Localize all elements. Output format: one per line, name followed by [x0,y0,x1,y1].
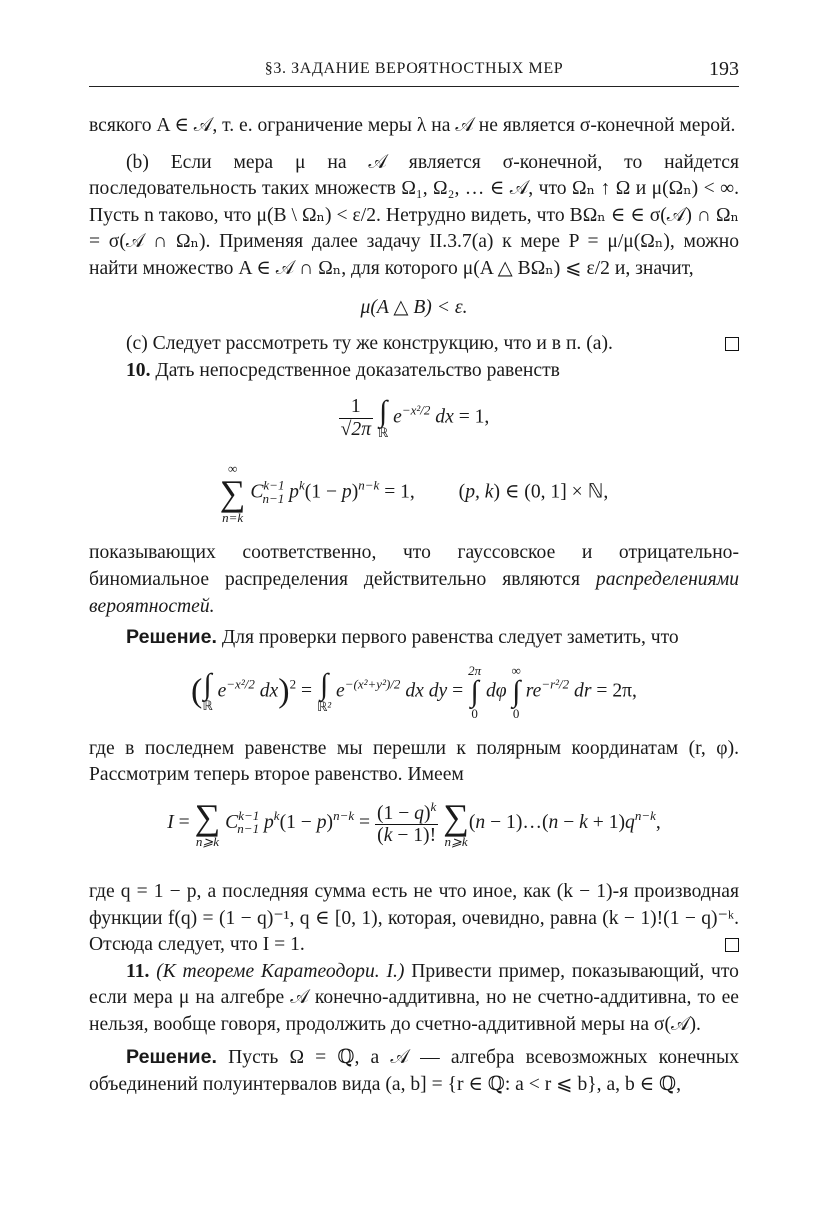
paragraph-7: где в последнем равенстве мы перешли к полярным координатам (r, φ). Рассмотрим теперь второе равенство. Имеем [89,737,739,786]
paragraph-6-text: Для проверки первого равенства следует заметить, что [221,627,679,649]
paragraph-10-text: Пусть Ω = ℚ, а 𝒜 — алгебра всевозможных конечных объединений полуинтервалов вида (a, b] = {r ∈ ℚ: a < r ⩽ b}, a, b ∈ ℚ, [89,1047,739,1096]
paragraph-8-text: где q = 1 − p, а последняя сумма есть не что иное, как (k − 1)-я производная функции f(q) = (1 − q)⁻¹, q ∈ [0, 1), которая, очевидно, равна (k − 1)!(1 − q)⁻ᵏ. Отсюда следует, что I = 1. [89,880,739,956]
frac-1-sqrt2pi: $\frac{1}{√2\pi}$ [340,396,372,440]
body-text [89,113,739,1099]
paragraph-3 [89,331,739,358]
problem-number-11: 11. [126,960,150,982]
paragraph-5 [89,540,739,620]
solution-label-2: Решение. [126,1046,217,1069]
integral-over-R: ∫ ℝ [377,394,389,441]
formula-gauss: $\frac{1}{√2\pi}$ ∫ ℝ $e^{-x^2/2}$ dx = 1, [340,394,490,441]
problem-number-10: 10. [126,359,151,381]
paragraph-4-text: Дать непосредственное доказательство равенств [155,359,560,381]
header-title: §3. ЗАДАНИЕ ВЕРОЯТНОСТНЫХ МЕР [264,60,564,77]
paragraph-4 [89,358,739,385]
formula-I: I = ∑ n⩾k $C^{k-1}_{n-1}$ $p^k(1 - p)^{n-k}$ = $\frac{(1 - q)^k}{(k - 1)!}$ ∑ n⩾k (n − 1)…(n − $k + 1)q^{n-k}$, [167,796,661,849]
sum-n-equals-k: ∞ ∑ n=k [219,461,246,526]
paragraph-3-text: (c) Следует рассмотреть ту же конструкцию, что и в п. (a). [126,333,613,355]
paragraph-9-text: Привести пример, показывающий, что если мера μ на алгебре 𝒜 конечно-аддитивна, но не счетно-аддитивна, то ее нельзя, вообще говоря, продолжить до счетно-аддитивной меры на σ(𝒜). [89,960,739,1035]
paragraph-9 [89,959,739,1039]
running-header [89,56,739,87]
formula-negbinom: ∞ ∑ n=k $C^{k-1}_{n-1}$ $p^k(1 - p)^{n-k} = 1$, (p, k) ∈ (0, 1] × ℕ, [219,461,609,526]
paragraph-10 [89,1044,739,1098]
formula-1: μ(A △ B) < ε. [360,296,468,318]
paragraph-5-text: показывающих соответственно, что гауссовское и отрицательно-биномиальное распределения действительно являются [89,542,739,590]
page [89,56,739,1099]
paragraph-2: (b) Если мера μ на 𝒜 является σ-конечной, то найдется последовательность таких множеств Ω₁, Ω₂, … ∈ 𝒜, что Ωₙ ↑ Ω и μ(Ωₙ) < ∞. Пусть n таково, что μ(B \ Ωₙ) < ε/2. Нетрудно видеть, что BΩₙ ∈ ∈ σ(𝒜) ∩ Ωₙ = σ(𝒜 ∩ Ωₙ). Применяя далее задачу II.3.7(a) к мере P = μ/μ(Ωₙ), можно найти множество A ∈ 𝒜 ∩ Ωₙ, для которого μ(A △ BΩₙ) ⩽ ε/2 и, значит, [89,151,739,279]
paragraph-8 [89,879,739,959]
qed-square-icon [725,337,739,351]
paragraph-5-emphasis: распределениями вероятностей. [89,568,739,617]
qed-square-icon-2 [725,938,739,952]
paragraph-9-emphasis: (К теореме Каратеодори. I.) [156,960,405,982]
paragraph-1: всякого A ∈ 𝒜, т. е. ограничение меры λ на 𝒜 не является σ-конечной мерой. [89,115,736,136]
paragraph-6 [89,624,739,652]
solution-label: Решение. [126,626,217,649]
page-number: 193 [709,58,739,80]
formula-polar: ( ∫ ℝ $e^{-x^2/2}$ dx)$^2$ = ∫ ℝ² $e^{-(x^2+y^2)/2}$ dx dy = 2π ∫ 0 dφ ∞ ∫ 0 $re^{-r^2/2}$ dr = 2π, [191,662,637,721]
